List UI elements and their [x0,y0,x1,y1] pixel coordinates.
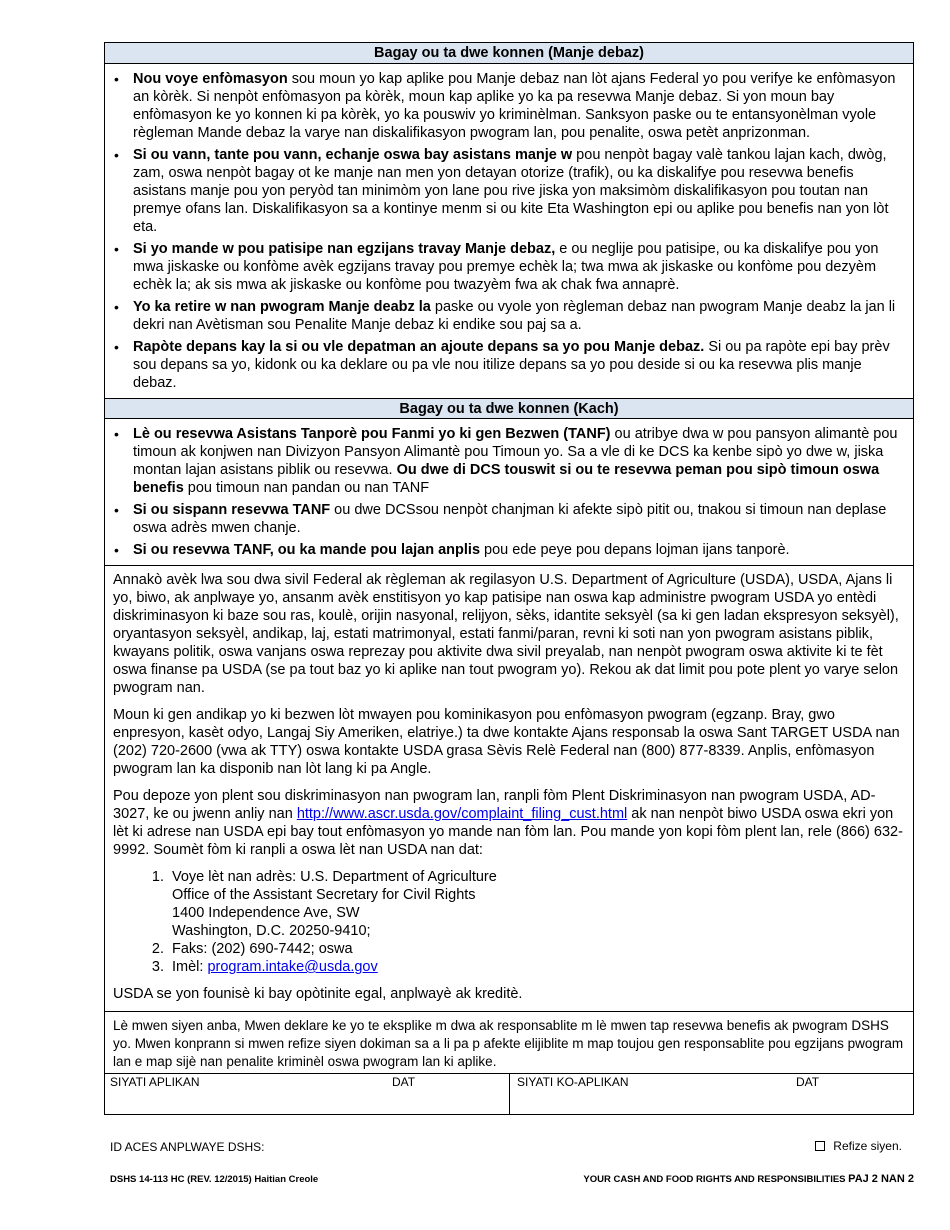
complaint-text-after: ak nan nenpòt biwo USDA oswa ekri yon lèt ki adrese nan USDA epi bay tout enfòmasyon yo mande nan fòm lan. Pou mande yon kopi fòm plent lan, rele (866) 632-9992. Soumèt fòm ki ranpli a oswa lèt nan USDA nan dat: [113,806,903,858]
footer-title-block [583,1173,914,1185]
item-text: paske ou vyole yon règleman debaz nan pwogram Manje deabz la jan li dekri nan Avètisman sou Penalite Manje debaz ki endike sou paj sa a. [133,299,896,333]
mail-method [168,868,905,940]
item-text: Si ou pa rapòte epi bay prèv sou depans sa yo, kidonk ou ka deklare ou pa vle nou itilize depans sa yo pou deside si ou ka resevwa plis manje debaz. [133,339,890,391]
refused-to-sign-checkbox[interactable] [815,1141,825,1151]
complaint-text-before: Pou depoze yon plent sou diskriminasyon nan pwogram lan, ranpli fòm Plent Diskriminasyon nan pwogram USDA, AD-3027, ke ou jwenn anliy nan [113,788,876,822]
item-text: pou nenpòt bagay valè tankou lajan kach, dwòg, zam, oswa nenpòt bagay ot ke manje nan men yon detayan otorize (trafik), ou ka diskalifye pou resevwa benefis asistans manje pou yon peryòd tan minimòm yon lane pou rive jiska yon maksimòm diskalifikasyon pou toutan nan premye ofans lan. Diskalifikasyon sa a kontinye menm si ou kite Eta Washington epi ou aplike pou benefis nan yon lòt eta. [133,147,889,235]
item-bold-lead: Yo ka retire w nan pwogram Manje deabz la [133,299,431,315]
coapplicant-signature-label: SIYATI KO-APLIKAN [517,1075,629,1089]
complaint-form-link[interactable]: http://www.ascr.usda.gov/complaint_filing_cust.html [296,806,628,822]
nondiscrimination-statement [105,565,913,1011]
nondiscrimination-paragraph: Annakò avèk lwa sou dwa sivil Federal ak règleman ak regilasyon U.S. Department of Agriculture (USDA), USDA, Ajans li yo, biwo, ak anplwaye yo, ansanm avèk enstitisyon yo kap patisipe nan oswa kap administre pwogram USDA yo entèdi diskriminasyon ki baze sou ras, koulè, orijin nasyonal, relijyon, sèks, idantite seksyèl (sa ki gen ladan ekspresyon seksyèl), oryantasyon seksyèl, andikap, laj, estati matrimonyal, estati fanmi/paran, revni ki soti nan yon pwogram asistans piblik, kwayans politik, oswa vanjans oswa reprezay pou aktivite dwa sivil preyalab, nan nenpòt pwogram oswa aktivite ki te fèt oswa finanse pa USDA (se pa tout baz yo ki aplike nan tout pwogram yo). Rekou ak dat limit pou pote plent yo varye selon pwogram nan. [113,572,899,696]
refused-to-sign-label: Refize siyen. [833,1139,902,1153]
list-item [133,298,903,334]
item-text: pou ede peye pou depans lojman ijans tanporè. [480,542,790,558]
item-bold-lead: Si yo mande w pou patisipe nan egzijans travay Manje debaz, [133,241,556,257]
refused-to-sign [815,1139,902,1153]
email-method [168,958,905,976]
mail-address-line: 1. Voye lèt nan adrès: U.S. Department of Agriculture [172,869,497,885]
fax-method: 2. Faks: (202) 690-7442; oswa [168,940,905,958]
item-bold-lead: Si ou vann, tante pou vann, echanje oswa bay asistans manje w [133,147,573,163]
list-item [133,338,903,392]
item-bold-lead: Rapòte depans kay la si ou vle depatman an ajoute depans sa yo pou Manje debaz. [133,339,705,355]
list-item [133,146,903,236]
submission-methods-list [113,868,905,976]
page-number: PAJ 2 NAN 2 [848,1173,914,1185]
rights-form-frame [104,42,914,1115]
item-text: ou dwe DCSsou nenpòt chanjman ki afekte sipò pitit ou, tnakou si timoun nan deplase oswa adrès mwen chanje. [133,502,887,536]
list-item [133,425,903,497]
applicant-signature-field[interactable] [105,1074,510,1114]
food-section-list [105,64,913,398]
email-label: Imèl: [172,959,208,975]
equal-opportunity-statement: USDA se yon founisè ki bay opòtinite egal, anplwayè ak kreditè. [113,986,523,1002]
item-bold-emphasis: Ou dwe di DCS touswit si ou te resevwa peman pou sipò timoun oswa benefis [133,462,880,496]
coapplicant-date-label: DAT [796,1075,820,1089]
cash-section-header: Bagay ou ta dwe konnen (Kach) [105,398,913,419]
declaration-text: Lè mwen siyen anba, Mwen deklare ke yo te eksplike m dwa ak responsablite m lè mwen tap resevwa benefis ak pwogram DSHS yo. Mwen konprann si mwen refize siyen dokiman sa a li pa p afekte elijiblite m map toujou gen responsablite pou egzijans pwogram lan e map sijè nan penalite kriminèl oswa pwogram lan ki aplike. [105,1011,913,1073]
form-title: YOUR CASH AND FOOD RIGHTS AND RESPONSIBILITIES [583,1174,849,1185]
food-section-header: Bagay ou ta dwe konnen (Manje debaz) [105,43,913,64]
aces-employee-id-label: ID ACES ANPLWAYE DSHS: [110,1140,265,1154]
item-text: e ou neglije pou patisipe, ou ka diskalifye pou yon mwa jiskaske ou konfòme avèk egzijans travay pou premye echèk la; twa mwa ak jiskaske ou konfòme pou dezyèm echèk la; ak sis mwa ak jiskaske ou konfòme pou twazyèm fwa ak chak fwa annaprè. [133,241,879,293]
coapplicant-signature-field[interactable] [510,1074,913,1114]
complaint-paragraph [113,787,905,859]
email-link[interactable]: program.intake@usda.gov [207,959,378,975]
item-bold-lead: Lè ou resevwa Asistans Tanporè pou Fanmi yo ki gen Bezwen (TANF) [133,426,611,442]
list-item [133,240,903,294]
list-item [133,501,903,537]
item-text: pou timoun nan pandan ou nan TANF [183,480,430,496]
item-bold-lead: Si ou sispann resevwa TANF [133,502,331,518]
list-item [133,70,903,142]
item-bold-lead: Nou voye enfòmasyon [133,71,288,87]
signature-row [105,1073,913,1114]
mail-address-line: Office of the Assistant Secretary for Civil Rights [172,887,476,903]
item-text: sou moun yo kap aplike pou Manje debaz nan lòt ajans Federal yo pou verifye ke enfòmasyon an kòrèk. Si nenpòt enfòmasyon pa kòrèk, moun kap aplike yo ka pa resevwa Manje debaz. Si yon moun bay enfòmasyon ke yo konnen ki pa kòrèk, yo ka pouswiv yo kriminèlman. Sanksyon paske ou te entansyonèlman vyole règleman Mande debaz la varye nan diskalifikasyon pwogram lan, pou penalite, oswa petèt anprizonman. [133,71,896,141]
list-item [133,541,903,559]
applicant-date-label: DAT [392,1075,416,1089]
item-text: ou atribye dwa w pou pansyon alimantè pou timoun ak konjwen nan Divizyon Pansyon Alimantè pou Timoun yo. Sa a vle di ke DCS ka kenbe sipò yo dwe w, jiska montan lajan asistans piblik ou resevwa. [133,426,898,478]
accessibility-paragraph: Moun ki gen andikap yo ki bezwen lòt mwayen pou kominikasyon pou enfòmasyon pwogram (egzanp. Bray, gwo enpresyon, kasèt odyo, Langaj Siy Ameriken, elatriye.) ta dwe kontakte Ajans responsab la oswa Sant TARGET USDA nan (202) 720-2600 (vwa ak TTY) oswa kontakte USDA grasa Sèvis Relè Federal nan (800) 877-8339. Anplis, enfòmasyon pwogram lan ka disponib nan lòt lang ki pa Angle. [113,707,900,777]
applicant-signature-label: SIYATI APLIKAN [110,1075,200,1089]
cash-section-list [105,419,913,565]
form-identifier: DSHS 14-113 HC (REV. 12/2015) Haitian Creole [110,1174,319,1185]
mail-address-line: 1400 Independence Ave, SW [172,905,360,921]
item-bold-lead: Si ou resevwa TANF, ou ka mande pou lajan anplis [133,542,481,558]
mail-address-line: Washington, D.C. 20250-9410; [172,923,371,939]
